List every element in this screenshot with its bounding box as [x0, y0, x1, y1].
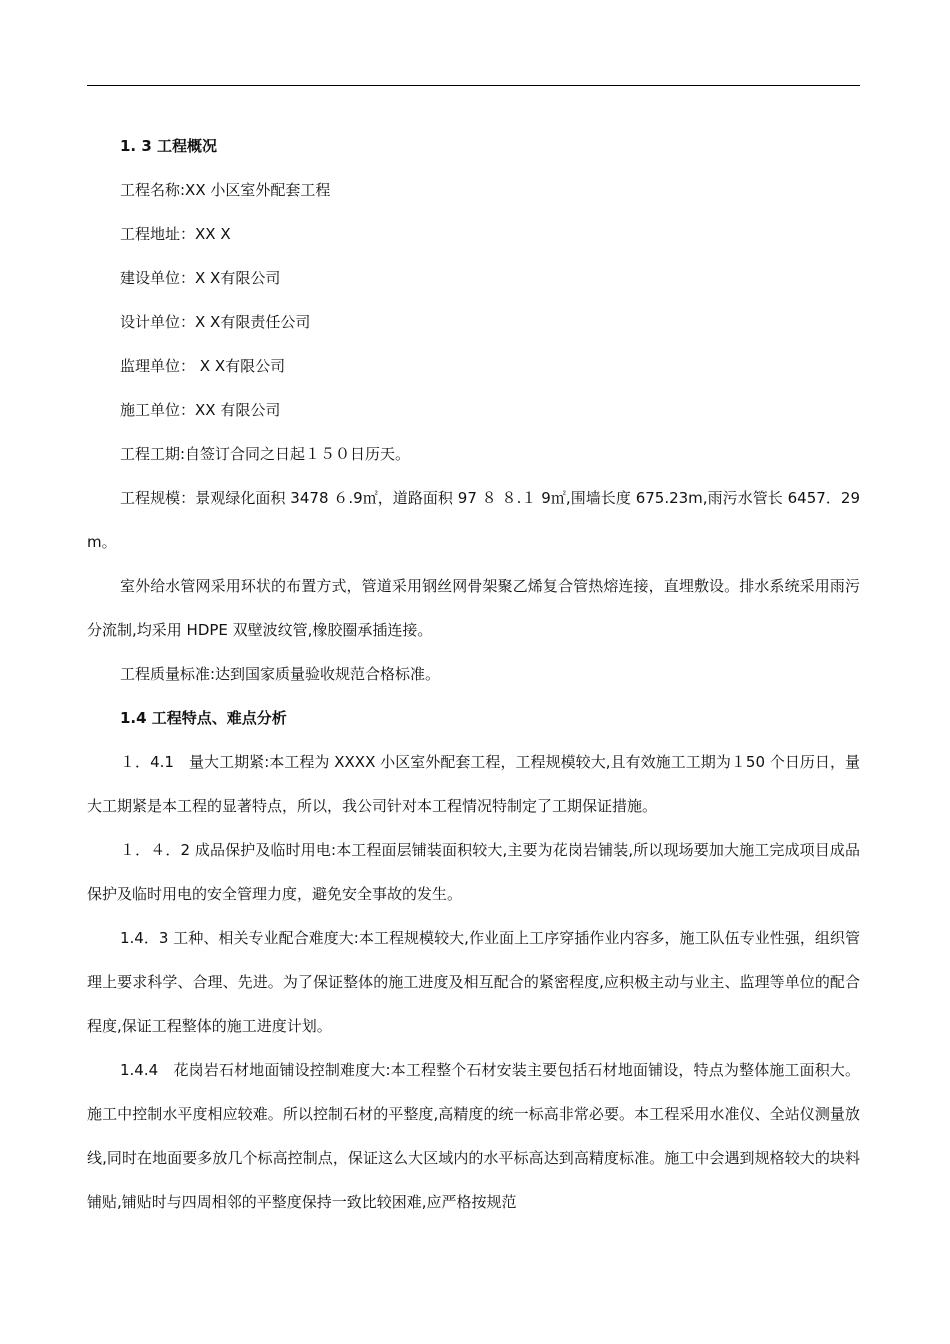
supervision-unit: 监理单位： X X有限公司	[120, 357, 286, 375]
project-scale: 工程规模：景观绿化面积 3478 ６.9㎡，道路面积 97 ８ ８.１ 9㎡,围墙长度 675.23m,雨污水管长 6457．29m。	[87, 489, 860, 551]
feature-item-1-4-2: １．４．2 成品保护及临时用电:本工程面层铺装面积较大,主要为花岗岩铺装,所以现场要加大施工完成项目成品保护及临时用电的安全管理力度，避免安全事故的发生。	[87, 841, 860, 903]
project-address: 工程地址：XX X	[120, 225, 231, 243]
section-heading-1-3: 1. 3 工程概况	[120, 137, 218, 155]
feature-item-1-4-1: １．4.1 量大工期紧:本工程为 XXXX 小区室外配套工程，工程规模较大,且有效施工工期为１50 个日历日，量大工期紧是本工程的显著特点，所以，我公司针对本工程情况特制定了工期保证措施。	[87, 753, 860, 815]
feature-item-1-4-3: 1.4．3 工种、相关专业配合难度大:本工程规模较大,作业面上工序穿插作业内容多，施工队伍专业性强，组织管理上要求科学、合理、先进。为了保证整体的施工进度及相互配合的紧密程度,应积极主动与业主、监理等单位的配合程度,保证工程整体的施工进度计划。	[87, 929, 860, 1035]
section-heading-1-4: 1.4 工程特点、难点分析	[120, 709, 287, 727]
project-name: 工程名称:XX 小区室外配套工程	[120, 181, 331, 199]
owner-unit: 建设单位：X X有限公司	[120, 269, 281, 287]
document-body	[87, 124, 860, 1224]
pipe-network-paragraph: 室外给水管网采用环状的布置方式，管道采用钢丝网骨架聚乙烯复合管热熔连接，直埋敷设。排水系统采用雨污分流制,均采用 HDPE 双壁波纹管,橡胶圈承插连接。	[87, 577, 860, 639]
quality-standard: 工程质量标准:达到国家质量验收规范合格标准。	[120, 665, 441, 683]
design-unit: 设计单位：X X有限责任公司	[120, 313, 311, 331]
header-rule	[87, 85, 860, 86]
project-duration: 工程工期:自签订合同之日起１５０日历天。	[120, 445, 411, 463]
construction-unit: 施工单位：XX 有限公司	[120, 401, 281, 419]
feature-item-1-4-4: 1.4.4 花岗岩石材地面铺设控制难度大:本工程整个石材安装主要包括石材地面铺设，特点为整体施工面积大。施工中控制水平度相应较难。所以控制石材的平整度,高精度的统一标高非常必要。本工程采用水准仪、全站仪测量放线,同时在地面要多放几个标高控制点，保证这么大区域内的水平标高达到高精度标准。施工中会遇到规格较大的块料铺贴,铺贴时与四周相邻的平整度保持一致比较困难,应严格按规范	[87, 1061, 860, 1211]
